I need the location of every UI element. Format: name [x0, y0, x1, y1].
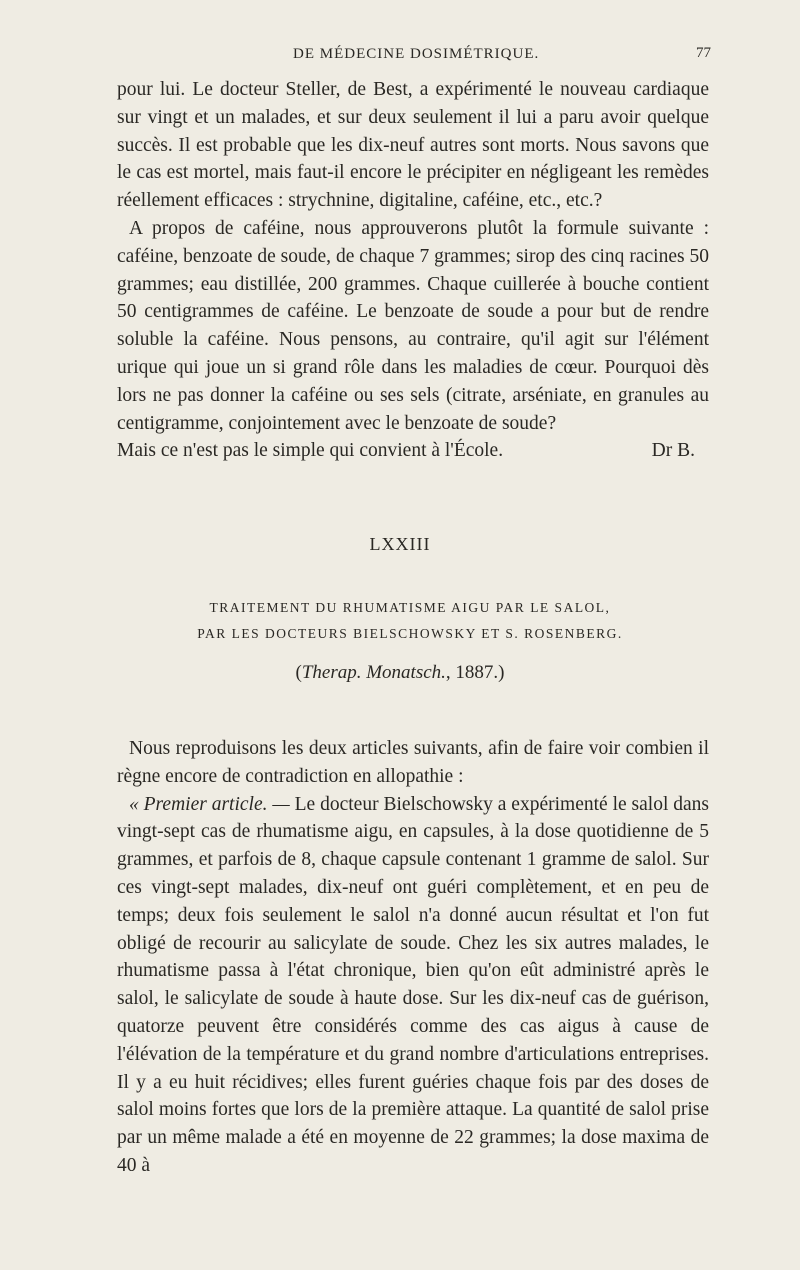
- first-article-lead: « Premier article. —: [129, 793, 290, 815]
- first-article-body: Le docteur Bielschowsky a expérimenté le salol dans vingt-sept cas de rhumatisme aigu, en capsules, à la dose quotidienne de 5 grammes, et parfois de 8, chaque capsule contenant 1 gramme de salol. Sur ces vingt-sept malades, dix-neuf ont guéri complètement, et en peu de temps; deux fois seulement le salol n'a donné aucun résultat et l'on fut obligé de recourir au salicylate de soude. Chez les six autres malades, le rhumatisme passa à l'état chronique, bien qu'on eût administré après le salol, le salicylate de soude à haute dose. Sur les dix-neuf cas de guérison, quatorze peuvent être considérés comme des cas aigus à cause de l'élévation de la température et du grand nombre d'articulations entreprises. Il y a eu huit récidives; elles furent guéries chaque fois par des doses de salol moins fortes que lors de la première attaque. La quantité de salol prise par un même malade a été en moyenne de 22 grammes; la dose maxima de 40 à: [117, 793, 709, 1176]
- source-journal: Therap. Monatsch.: [301, 662, 446, 683]
- section-title-line-1: TRAITEMENT DU RHUMATISME AIGU PAR LE SALOL,: [209, 600, 611, 615]
- bottom-text-block: [117, 735, 709, 1180]
- running-title: DE MÉDECINE DOSIMÉTRIQUE.: [293, 46, 540, 62]
- paragraph-caffeine-intro: pour lui. Le docteur Steller, de Best, a expérimenté le nouveau cardiaque sur vingt et un malades, et sur deux seulement il lui a paru avoir quelque succès. Il est probable que les dix-neuf autres sont morts. Nous savons que le cas est mortel, mais faut-il encore le précipiter en négligeant les remèdes réellement efficaces : strychnine, digitaline, caféine, etc., etc.?: [117, 79, 709, 212]
- author-signature: Dr B.: [651, 440, 695, 462]
- page-number: 77: [696, 45, 711, 61]
- paragraph-caffeine-formula: A propos de caféine, nous approuverons plutôt la formule suivante : caféine, benzoate de soude, de chaque 7 grammes; sirop des cinq racines 50 grammes; eau distillée, 200 grammes. Chaque cuillerée à bouche contient 50 centigrammes de caféine. Le benzoate de soude a pour but de rendre soluble la caféine. Nous pensons, au contraire, qu'il agit sur l'élément urique qui joue un si grand rôle dans les maladies de cœur. Pourquoi dès lors ne pas donner la caféine ou ses sels (citrate, arséniate, en granules au centigramme, conjointement avec le benzoate de soude?: [117, 217, 709, 434]
- paragraph-introduction: Nous reproduisons les deux articles suivants, afin de faire voir combien il règne encore de contradiction en allopathie :: [117, 738, 709, 787]
- section-source: [0, 662, 800, 684]
- closing-sentence: Mais ce n'est pas le simple qui convient à l'École.: [117, 440, 504, 462]
- closing-line: [117, 437, 709, 465]
- section-numeral: LXXIII: [369, 534, 431, 554]
- paragraph-first-article: [117, 791, 709, 1180]
- source-open-paren: (: [295, 662, 302, 683]
- source-year: , 1887.): [445, 662, 505, 683]
- top-text-block: [117, 76, 709, 465]
- section-title-line-2: PAR LES DOCTEURS BIELSCHOWSKY ET S. ROSENBERG.: [197, 626, 623, 641]
- section-title: [180, 595, 640, 647]
